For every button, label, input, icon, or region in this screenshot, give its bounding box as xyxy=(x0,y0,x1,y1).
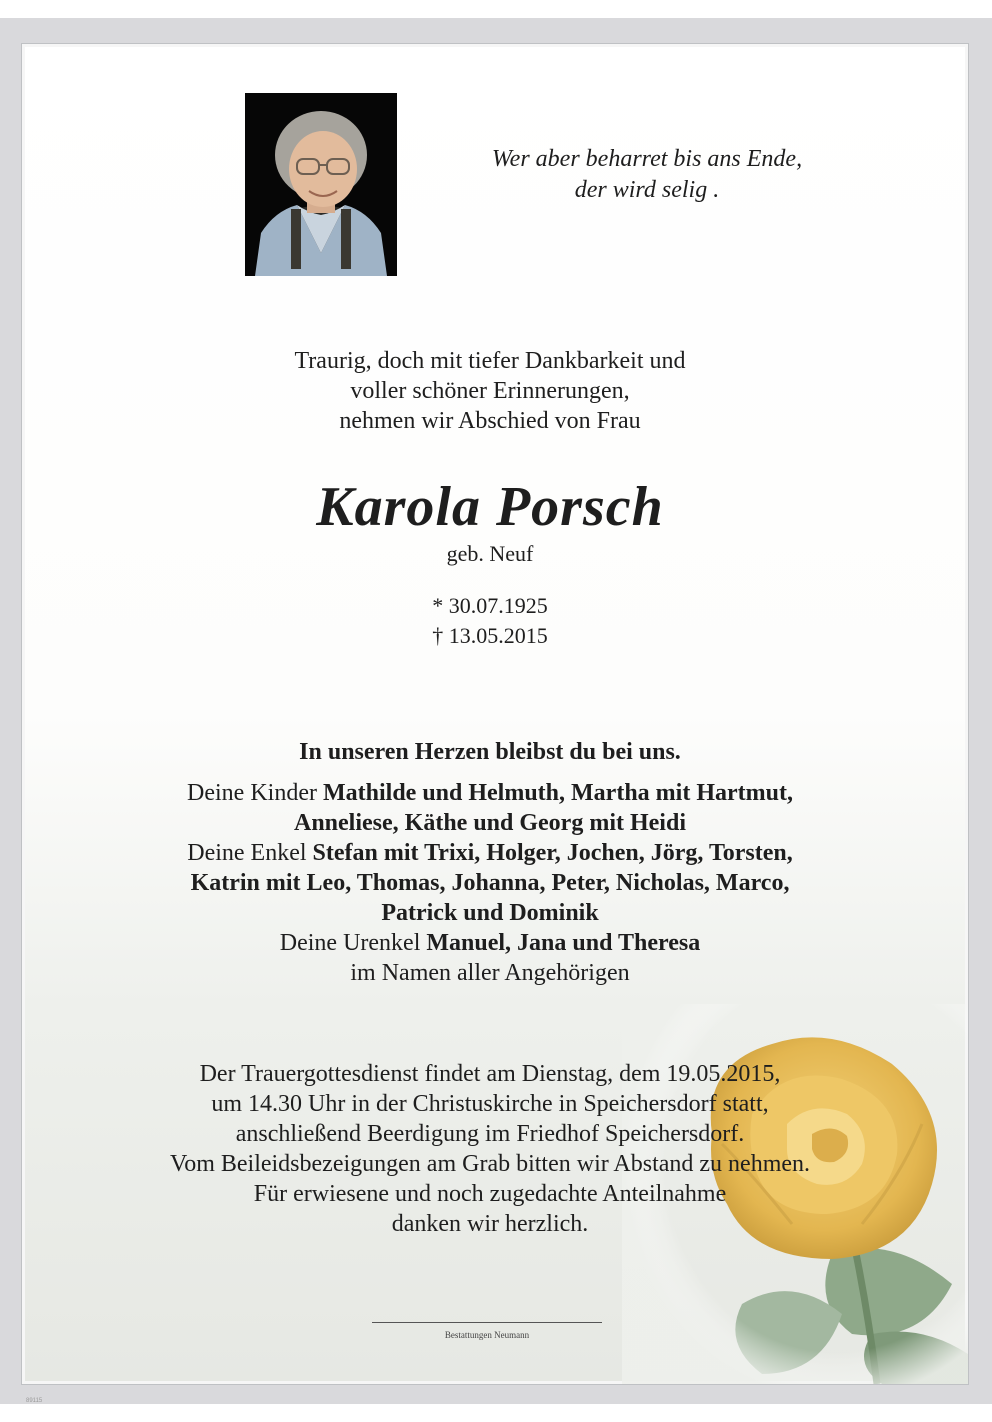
obituary-card xyxy=(22,44,968,1384)
great-grandchildren-prefix: Deine Urenkel xyxy=(279,930,427,956)
service-line-5: Für erwiesene und noch zugedachte Anteilnahme xyxy=(253,1181,727,1207)
death-date: † 13.05.2015 xyxy=(432,623,548,648)
life-dates xyxy=(390,591,590,651)
service-line-2: um 14.30 Uhr in der Christuskirche in Speichersdorf statt, xyxy=(211,1091,769,1117)
birth-date: * 30.07.1925 xyxy=(432,593,548,618)
portrait-photo xyxy=(245,93,397,276)
grandchildren-prefix: Deine Enkel xyxy=(187,840,313,866)
maiden-name: geb. Neuf xyxy=(446,541,534,566)
intro-text xyxy=(190,346,790,436)
service-line-4: Vom Beileidsbezeigungen am Grab bitten wir Abstand zu nehmen. xyxy=(169,1151,811,1177)
children-names-1: Mathilde und Helmuth, Martha mit Hartmut, xyxy=(322,780,793,806)
signature-divider xyxy=(372,1322,602,1323)
verse-line-1: Wer aber beharret bis ans Ende, xyxy=(491,146,803,172)
great-grandchildren-names: Manuel, Jana und Theresa xyxy=(426,930,701,956)
children-names-2: Anneliese, Käthe und Georg mit Heidi xyxy=(294,810,686,836)
bible-verse xyxy=(442,144,852,206)
grandchildren-line-1 xyxy=(120,838,860,868)
children-line-1 xyxy=(120,778,860,808)
closing-line: im Namen aller Angehörigen xyxy=(350,960,630,986)
deceased-name: Karola Porsch xyxy=(316,476,664,538)
grandchildren-names-3: Patrick und Dominik xyxy=(381,900,599,926)
intro-line-3: nehmen wir Abschied von Frau xyxy=(339,408,641,434)
mourners-list xyxy=(120,778,860,988)
grandchildren-line-3 xyxy=(120,898,860,928)
print-code: 89115 xyxy=(26,1398,43,1404)
grandchildren-names-1: Stefan mit Trixi, Holger, Jochen, Jörg, Torsten, xyxy=(312,840,793,866)
service-line-3: anschließend Beerdigung im Friedhof Speichersdorf. xyxy=(235,1121,745,1147)
great-grandchildren-line xyxy=(120,928,860,958)
service-line-6: danken wir herzlich. xyxy=(391,1211,589,1237)
grandchildren-names-2: Katrin mit Leo, Thomas, Johanna, Peter, Nicholas, Marco, xyxy=(190,870,790,896)
grandchildren-line-2 xyxy=(120,868,860,898)
motto: In unseren Herzen bleibst du bei uns. xyxy=(299,739,681,765)
page-frame xyxy=(0,18,992,1404)
verse-line-2: der wird selig . xyxy=(574,177,720,203)
undertaker-name: Bestattungen Neumann xyxy=(444,1330,530,1340)
children-line-2 xyxy=(120,808,860,838)
children-prefix: Deine Kinder xyxy=(187,780,323,806)
intro-line-2: voller schöner Erinnerungen, xyxy=(350,378,630,404)
portrait-image xyxy=(245,93,397,276)
intro-line-1: Traurig, doch mit tiefer Dankbarkeit und xyxy=(294,348,686,374)
service-details xyxy=(110,1059,870,1239)
service-line-1: Der Trauergottesdienst findet am Dienstag, dem 19.05.2015, xyxy=(199,1061,781,1087)
